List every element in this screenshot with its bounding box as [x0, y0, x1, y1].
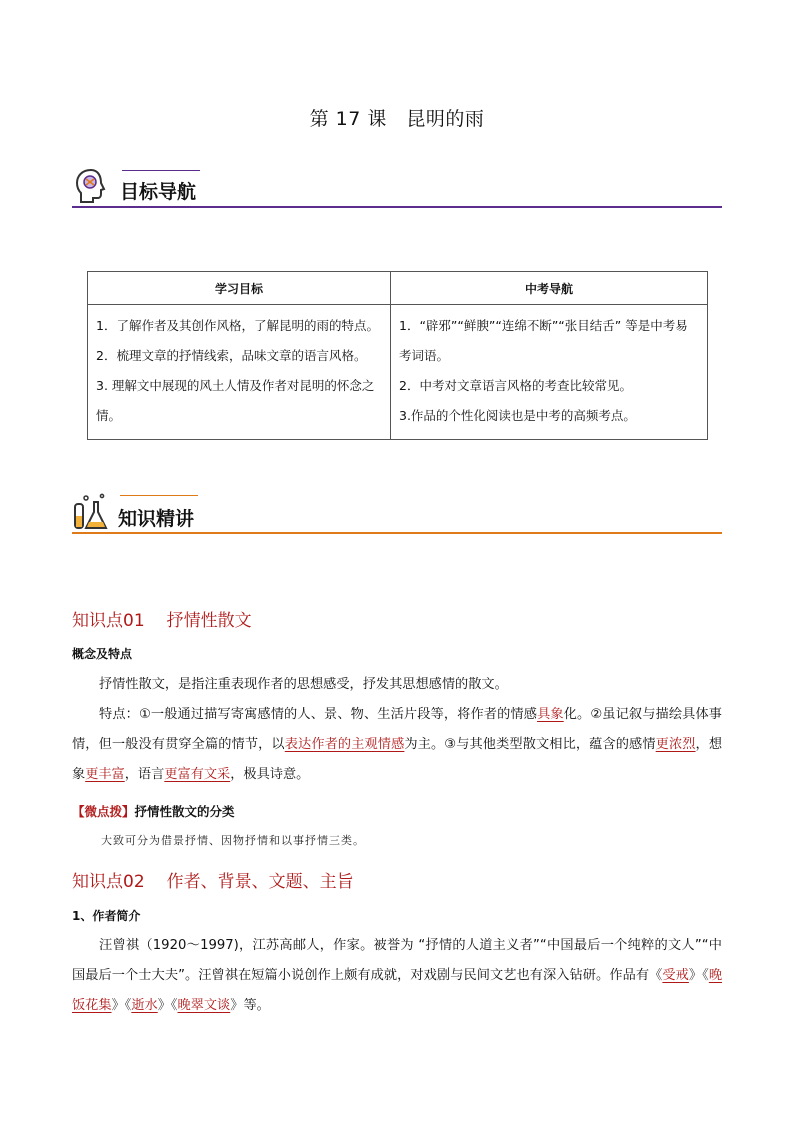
goals-cell: [88, 305, 391, 440]
exam-col-header: 中考导航: [391, 272, 708, 305]
features-paragraph: [72, 700, 722, 790]
knowledge-point-1-title: [72, 606, 252, 631]
brain-head-icon: [74, 168, 108, 206]
heading-underline: [72, 532, 722, 534]
exam-cell: [391, 305, 708, 440]
goals-heading: 目标导航: [120, 181, 197, 203]
goal-item: 2．梳理文章的抒情线索，品味文章的语言风格。: [96, 348, 367, 363]
heading-top-rule: [120, 495, 198, 496]
goal-item: 3. 理解文中展现的风土人情及作者对昆明的怀念之情。: [96, 378, 375, 423]
kp-label: 知识点: [72, 872, 123, 892]
kp-number: 01: [123, 611, 145, 631]
text: 汪曾祺（1920～1997)，江苏高邮人，作家。被誉为 “抒情的人道主义者”“中国最后一个纯粹的文人”“中国最后一个士大夫”。汪曾祺在短篇小说创作上颇有成就，对戏剧与民间文艺也有深入钻研。作品有: [72, 938, 722, 983]
subheading: 概念及特点: [72, 647, 133, 661]
goal-item: 1．了解作者及其创作风格，了解昆明的雨的特点。: [96, 318, 379, 333]
kp-label: 知识点: [72, 611, 123, 631]
key-term: 更富有文采: [164, 767, 231, 782]
text: ，想象: [72, 737, 723, 782]
heading-top-rule: [122, 170, 200, 171]
exam-item: 3.作品的个性化阅读也是中考的高频考点。: [399, 408, 636, 423]
text: ，语言: [124, 767, 165, 782]
text: 特点：①一般通过描写寄寓感情的人、景、物、生活片段等，将作者的情感: [99, 707, 538, 722]
page-title: 第 17 课 昆明的雨: [309, 108, 485, 130]
work-title: 逝水: [131, 998, 158, 1013]
text: 化。②虽记叙与描绘具体事情，但一般没有贯穿全篇的情节，以: [72, 707, 722, 752]
key-term: 更丰富: [85, 767, 125, 782]
work-title: 晚翠文谈: [177, 998, 231, 1013]
kp-number: 02: [123, 872, 145, 892]
key-term: 更浓烈: [655, 737, 696, 752]
kp-topic: 抒情性散文: [166, 611, 252, 631]
text: 等。: [243, 998, 270, 1013]
tip-heading: [72, 802, 235, 820]
key-term: 表达作者的主观情感: [284, 737, 405, 752]
tip-bracket: 【微点拨】: [72, 804, 135, 819]
lab-flask-icon: [72, 492, 112, 532]
text: ，极具诗意。: [230, 767, 310, 782]
goals-section-header: [72, 166, 722, 210]
handwritten-note: 大致可分为借景抒情、因物抒情和以事抒情三类。: [101, 834, 365, 847]
knowledge-point-2-title: [72, 867, 354, 892]
knowledge-section-header: [72, 490, 722, 536]
kp2-body: [72, 931, 722, 1021]
text: 为主。③与其他类型散文相比，蕴含的感情: [404, 737, 656, 752]
tip-text: 抒情性散文的分类: [134, 804, 235, 819]
exam-item: 2．中考对文章语言风格的考查比较常见。: [399, 378, 632, 393]
definition-paragraph: 抒情性散文，是指注重表现作者的思想感受，抒发其思想感情的散文。: [99, 677, 508, 692]
heading-underline: [72, 206, 722, 208]
work-title: 受戒: [662, 968, 689, 983]
exam-item: 1．“辟邪”“鲜腴”“连绵不断”“张目结舌” 等是中考易考词语。: [399, 318, 688, 363]
goals-table: [87, 271, 708, 440]
knowledge-heading: 知识精讲: [118, 508, 195, 530]
kp1-body: [72, 670, 722, 790]
subheading: 1、作者简介: [72, 909, 141, 923]
bio-paragraph: 汪曾祺（1920～1997)，江苏高邮人，作家。被誉为 “抒情的人道主义者”“中国最后一个纯粹的文人”“中国最后一个士大夫”。汪曾祺在短篇小说创作上颇有成就，对戏剧与民间文艺也有深入钻研。作品有《受戒》《晚饭花集》《逝水》《晚翠文谈》等。: [72, 938, 723, 1013]
kp-topic: 作者、背景、文题、主旨: [166, 872, 354, 892]
work-title: 晚饭花集: [72, 968, 723, 1013]
goals-col-header: 学习目标: [88, 272, 391, 305]
key-term: 具象: [537, 707, 564, 722]
